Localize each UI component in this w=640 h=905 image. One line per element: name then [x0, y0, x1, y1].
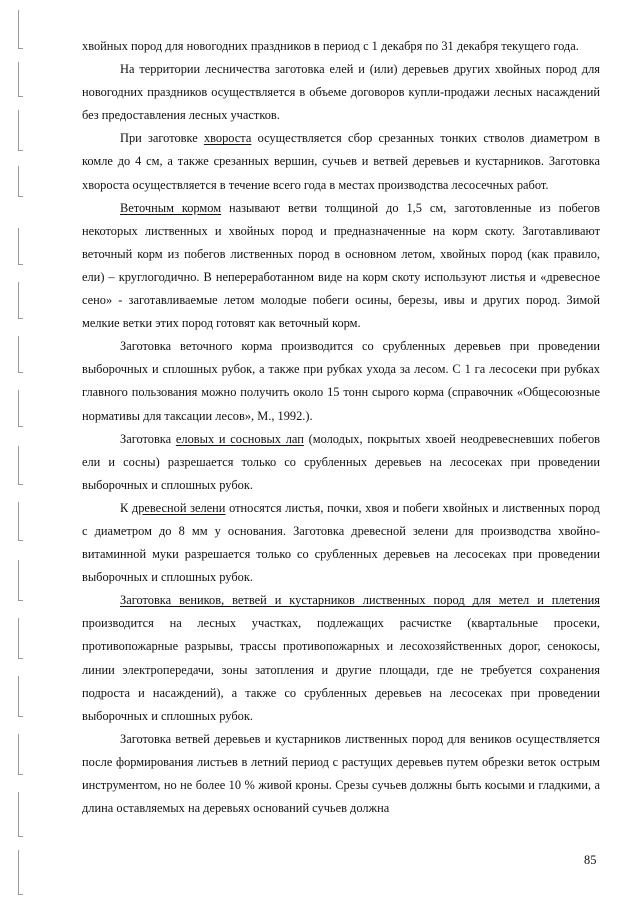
paragraph — [82, 428, 600, 497]
body-text — [82, 35, 600, 820]
paragraph — [82, 197, 600, 336]
binding-edge — [0, 0, 30, 905]
paragraph-text: Заготовка — [120, 431, 176, 446]
paragraph — [82, 335, 600, 427]
underlined-term: древесной зелени — [131, 500, 226, 515]
paragraph-text: Заготовка ветвей деревьев и кустарников лиственных пород для веников осуществляется после формирования листьев в летний период с растущих деревьев путем обрезки веток острым инструментом, но не более 10 % живой кроны. Срезы сучьев должны быть косыми и гладкими, а длина оставляемых на деревьях оснований сучьев должна — [82, 731, 600, 816]
paragraph-text: осуществляется сбор срезанных тонких стволов диаметром в комле до 4 см, а также срезанных вершин, сучьев и ветвей деревьев и кустарников. Заготовка хвороста осуществляется в течение всего года в местах производства лесосечных работ. — [82, 131, 600, 192]
page-number: 85 — [584, 853, 597, 867]
paragraph-text: производится на лесных участках, подлежащих расчистке (квартальные просеки, противопожарные разрывы, трассы противопожарных и лесохозяйственных дорог, сенокосы, линии электропередачи, зоны затопления и другие площади, где не требуется сохранения подроста и насаждений), а также со срубленных деревьев на лесосеках при проведении выборочных и сплошных рубок. — [82, 616, 600, 723]
paragraph-text: называют ветви толщиной до 1,5 см, заготовленные из побегов некоторых лиственных и хвойных пород и предназначенные на корм скоту. Заготавливают веточный корм из побегов лиственных пород в основном летом, хвойных пород (как правило, ели) – круглогодично. В непереработанном виде на корм скоту используют листья и «древесное сено» - заготавливаемые летом молодые побеги осины, березы, ивы и других пород. Зимой мелкие ветки этих пород готовят как веточный корм. — [82, 200, 600, 331]
paragraph-text: относятся листья, почки, хвоя и побеги хвойных и лиственных пород с диаметром до 8 мм у основания. Заготовка древесной зелени для производства хвойно-витаминной муки разрешается только со срубленных деревьев на лесосеках при проведении выборочных и сплошных рубок. — [82, 500, 600, 585]
paragraph — [82, 58, 600, 127]
underlined-term: Веточным кормом — [120, 200, 222, 215]
paragraph-text: На территории лесничества заготовка елей и (или) деревьев других хвойных пород для новогодних праздников осуществляется в объеме договоров купли-продажи лесных насаждений без предоставления лесных участков. — [82, 62, 600, 123]
paragraph-text: Заготовка веточного корма производится со срубленных деревьев при проведении выборочных и сплошных рубок, а также при рубках ухода за лесом. С 1 га лесосеки при рубках главного пользования можно получить около 15 тонн сырого корма (справочник «Общесоюзные нормативы для таксации лесов», М., 1992.). — [82, 339, 600, 423]
paragraph — [82, 35, 600, 58]
underlined-term: еловых и сосновых лап — [175, 431, 304, 446]
paragraph-text: хвойных пород для новогодних праздников в период с 1 декабря по 31 декабря текущего года. — [82, 39, 579, 53]
paragraph — [82, 497, 600, 589]
paragraph-text: К — [120, 500, 132, 515]
paragraph — [82, 127, 600, 196]
paragraph — [82, 728, 600, 820]
underlined-term: Заготовка веников, ветвей и кустарников лиственных пород для метел и плетения — [120, 593, 600, 608]
paragraph-text: При заготовке — [120, 131, 204, 146]
underlined-term: хвороста — [203, 131, 252, 146]
paragraph-text: (молодых, покрытых хвоей неодревесневших побегов ели и сосны) разрешается только со срубленных деревьев на лесосеках при проведении выборочных и сплошных рубок. — [82, 431, 600, 492]
paragraph — [82, 589, 600, 728]
